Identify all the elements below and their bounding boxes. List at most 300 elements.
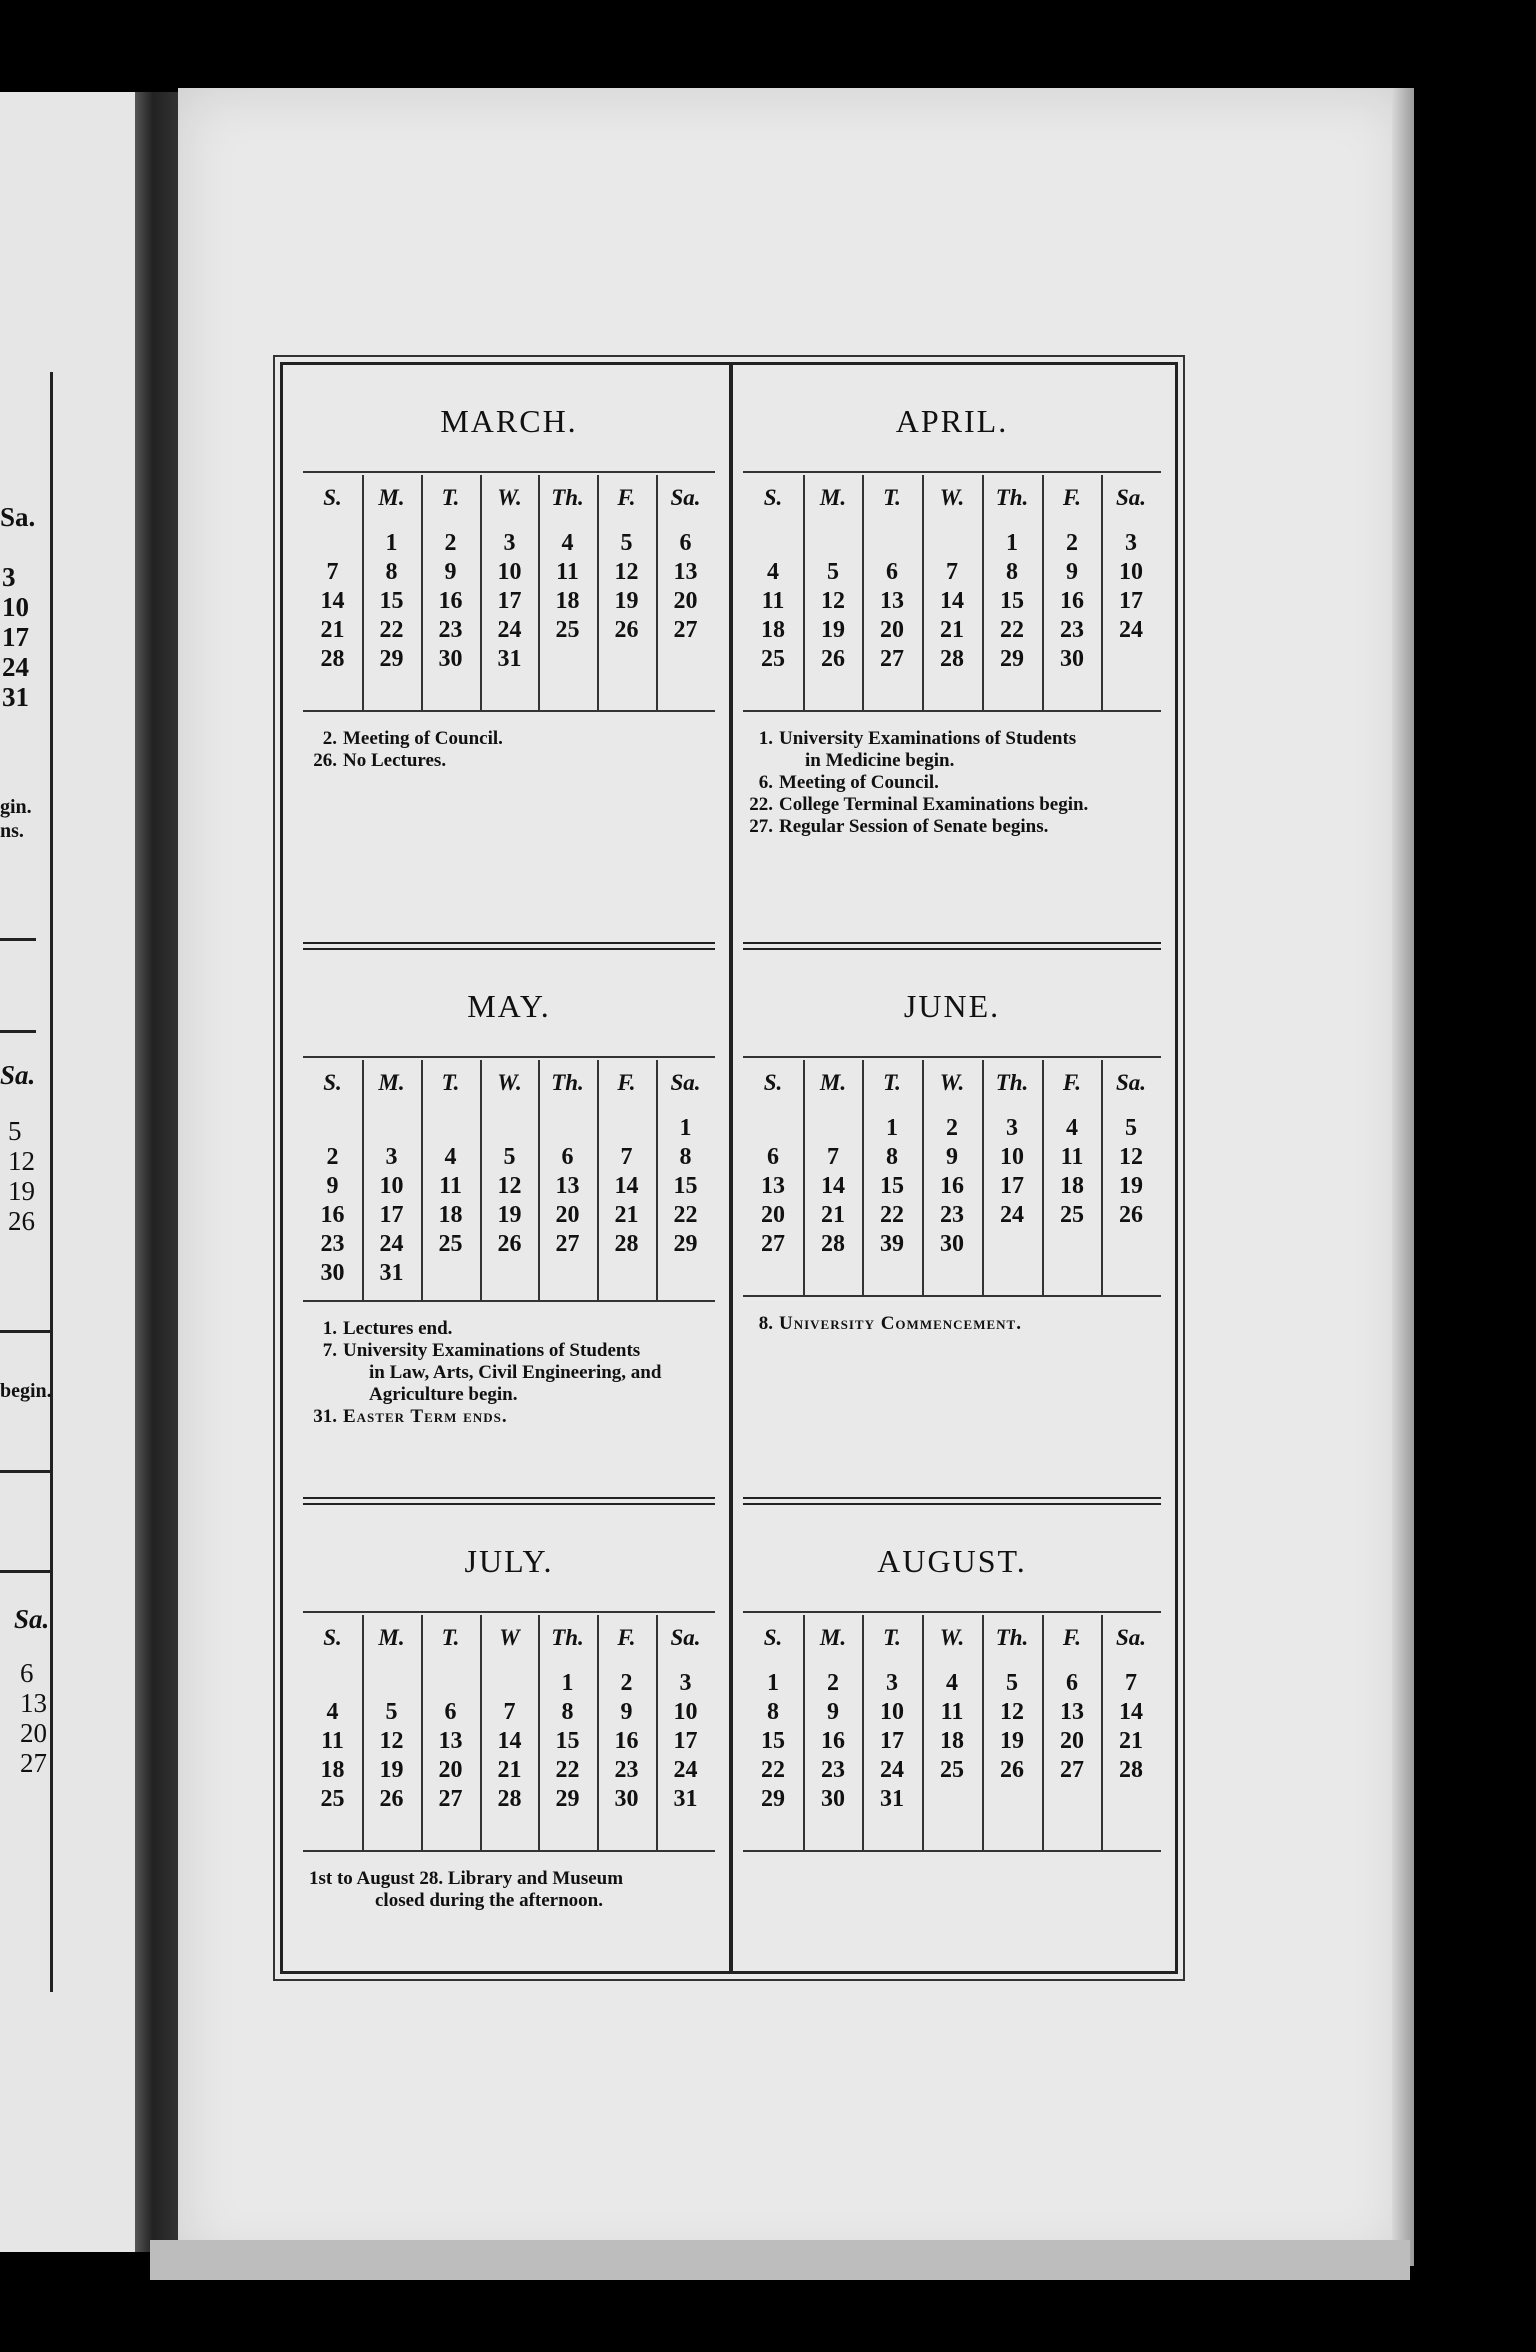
weekday-header: T. <box>883 1070 901 1095</box>
day-cell: 17 <box>379 1202 404 1228</box>
event-text: in Law, Arts, Civil Engineering, and <box>369 1362 662 1383</box>
event-day: 7. <box>322 1340 337 1361</box>
weekday-header: F. <box>1062 1625 1082 1650</box>
day-cell: 19 <box>614 588 639 614</box>
weekday-header: Sa. <box>670 1070 701 1095</box>
day-cell: 2 <box>946 1115 958 1141</box>
month-title: MARCH. <box>440 403 578 439</box>
left-fragment-number: 24 <box>2 652 29 682</box>
weekday-header: W. <box>939 485 965 510</box>
day-cell: 26 <box>497 1231 522 1257</box>
day-cell: 27 <box>761 1231 785 1257</box>
event-day: 31. <box>313 1406 337 1427</box>
weekday-header: Th. <box>551 485 584 510</box>
day-cell: 1 <box>679 1115 692 1141</box>
day-cell: 23 <box>320 1231 345 1257</box>
left-fragment-note: ns. <box>0 820 24 842</box>
day-cell: 18 <box>320 1757 345 1783</box>
header-rule <box>303 1056 715 1058</box>
day-cell: 1 <box>886 1115 898 1141</box>
month-title: MAY. <box>467 988 551 1024</box>
event-note <box>307 1384 517 1406</box>
event-day: 8. <box>758 1313 773 1334</box>
event-text: 1st to August 28. Library and Museum <box>309 1868 624 1889</box>
day-cell: 22 <box>555 1757 580 1783</box>
day-cell: 21 <box>821 1202 845 1228</box>
event-note <box>307 750 446 772</box>
day-cell: 26 <box>821 646 845 672</box>
day-cell: 5 <box>1125 1115 1137 1141</box>
day-cell: 19 <box>1119 1173 1143 1199</box>
day-cell: 15 <box>1000 588 1024 614</box>
day-cell: 14 <box>320 588 345 614</box>
day-cell: 7 <box>620 1144 633 1170</box>
month-april <box>743 375 1161 915</box>
day-cell: 5 <box>827 559 839 585</box>
event-text: No Lectures. <box>343 750 447 771</box>
day-cell: 14 <box>940 588 964 614</box>
day-cell: 18 <box>761 617 785 643</box>
day-cell: 13 <box>438 1728 463 1754</box>
day-cell: 23 <box>1060 617 1084 643</box>
day-cell: 18 <box>438 1202 463 1228</box>
day-cell: 24 <box>880 1757 904 1783</box>
day-cell: 12 <box>497 1173 522 1199</box>
day-cell: 2 <box>1066 530 1078 556</box>
day-cell: 10 <box>379 1173 404 1199</box>
day-cell: 20 <box>761 1202 785 1228</box>
day-cell: 1 <box>561 1670 574 1696</box>
day-cell: 6 <box>1066 1670 1078 1696</box>
day-cell: 8 <box>886 1144 898 1170</box>
day-cell: 10 <box>497 559 522 585</box>
weekday-header: T. <box>441 1625 460 1650</box>
day-cell: 24 <box>379 1231 404 1257</box>
header-rule <box>743 1611 1161 1613</box>
day-cell: 25 <box>1060 1202 1084 1228</box>
day-cell: 28 <box>940 646 964 672</box>
day-cell: 21 <box>940 617 964 643</box>
day-cell: 29 <box>673 1231 698 1257</box>
notes-rule <box>303 710 715 712</box>
event-text: Easter Term ends. <box>343 1406 508 1427</box>
weekday-header: W. <box>497 1070 522 1095</box>
event-text: College Terminal Examinations begin. <box>779 794 1089 815</box>
event-note <box>743 750 954 772</box>
day-cell: 10 <box>673 1699 698 1725</box>
day-cell: 5 <box>385 1699 398 1725</box>
event-note <box>743 728 1076 750</box>
day-cell: 22 <box>673 1202 698 1228</box>
day-cell: 4 <box>561 530 574 556</box>
day-cell: 13 <box>1060 1699 1084 1725</box>
event-note <box>743 816 1048 838</box>
left-fragment-number: 13 <box>20 1688 47 1718</box>
day-cell: 23 <box>614 1757 639 1783</box>
day-cell: 30 <box>614 1786 639 1812</box>
weekday-header: M. <box>378 1070 405 1095</box>
weekday-header: S. <box>323 1625 342 1650</box>
day-cell: 29 <box>1000 646 1024 672</box>
day-cell: 6 <box>886 559 898 585</box>
day-cell: 27 <box>555 1231 580 1257</box>
notes-rule <box>303 1850 715 1852</box>
weekday-header: Th. <box>995 1625 1029 1650</box>
day-cell: 17 <box>1119 588 1143 614</box>
day-cell: 1 <box>1006 530 1018 556</box>
left-fragment-number: 17 <box>2 622 29 652</box>
day-cell: 9 <box>326 1173 339 1199</box>
left-fragment-rule <box>0 1570 50 1573</box>
day-cell: 12 <box>1119 1144 1143 1170</box>
event-day: 27. <box>749 816 773 837</box>
day-cell: 19 <box>821 617 845 643</box>
left-fragment-header: Sa. <box>14 1604 50 1634</box>
day-cell: 20 <box>673 588 698 614</box>
day-cell: 5 <box>620 530 633 556</box>
day-cell: 11 <box>940 1699 964 1725</box>
event-note <box>743 794 1088 816</box>
day-cell: 14 <box>1119 1699 1143 1725</box>
day-cell: 12 <box>614 559 639 585</box>
day-cell: 17 <box>1000 1173 1024 1199</box>
day-cell: 22 <box>761 1757 785 1783</box>
left-fragment-number: 26 <box>8 1206 35 1236</box>
day-cell: 29 <box>761 1786 785 1812</box>
day-cell: 10 <box>1119 559 1143 585</box>
section-rule <box>303 942 715 950</box>
notes-rule <box>743 1850 1161 1852</box>
day-cell: 15 <box>761 1728 785 1754</box>
day-cell: 15 <box>673 1173 698 1199</box>
day-cell: 30 <box>1060 646 1084 672</box>
left-fragment-note: gin. <box>0 796 32 818</box>
weekday-header: W. <box>939 1625 965 1650</box>
day-cell: 25 <box>761 646 785 672</box>
day-cell: 2 <box>827 1670 839 1696</box>
event-day: 2. <box>322 728 337 749</box>
day-cell: 7 <box>827 1144 839 1170</box>
month-march <box>303 375 715 915</box>
day-cell: 1 <box>767 1670 779 1696</box>
day-cell: 30 <box>320 1260 345 1286</box>
weekday-header: T. <box>883 485 901 510</box>
day-cell: 27 <box>673 617 698 643</box>
calendar-table <box>280 362 1178 1974</box>
day-cell: 28 <box>497 1786 522 1812</box>
day-cell: 26 <box>614 617 639 643</box>
day-cell: 9 <box>946 1144 958 1170</box>
day-cell: 28 <box>1119 1757 1143 1783</box>
weekday-header: M. <box>378 485 405 510</box>
day-cell: 6 <box>444 1699 457 1725</box>
day-cell: 16 <box>614 1728 639 1754</box>
header-rule <box>303 471 715 473</box>
month-may <box>303 960 715 1500</box>
day-cell: 22 <box>379 617 404 643</box>
event-day: 6. <box>758 772 773 793</box>
left-fragment-number: 31 <box>2 682 29 712</box>
day-cell: 3 <box>1006 1115 1018 1141</box>
day-cell: 12 <box>821 588 845 614</box>
weekday-header: Th. <box>995 1070 1029 1095</box>
day-cell: 6 <box>767 1144 779 1170</box>
day-cell: 12 <box>379 1728 404 1754</box>
month-july <box>303 1515 715 2055</box>
day-cell: 9 <box>620 1699 633 1725</box>
day-cell: 17 <box>880 1728 904 1754</box>
left-fragment-rule <box>0 1330 50 1333</box>
event-text: University Commencement. <box>779 1313 1022 1334</box>
weekday-header: Sa. <box>1115 485 1147 510</box>
day-cell: 21 <box>497 1757 522 1783</box>
left-fragment-number: 6 <box>20 1658 34 1688</box>
day-cell: 31 <box>379 1260 404 1286</box>
event-note <box>307 1406 508 1428</box>
day-cell: 14 <box>614 1173 639 1199</box>
weekday-header: S. <box>763 1070 783 1095</box>
left-fragment-number: 12 <box>8 1146 35 1176</box>
day-cell: 4 <box>946 1670 958 1696</box>
weekday-header: Th. <box>995 485 1029 510</box>
weekday-header: F. <box>1062 485 1082 510</box>
day-cell: 6 <box>561 1144 574 1170</box>
day-cell: 9 <box>444 559 457 585</box>
weekday-header: M. <box>378 1625 405 1650</box>
left-fragment-rule <box>0 938 36 941</box>
day-cell: 27 <box>1060 1757 1084 1783</box>
day-cell: 31 <box>497 646 522 672</box>
weekday-header: W. <box>939 1070 965 1095</box>
day-cell: 20 <box>555 1202 580 1228</box>
left-fragment-number: 19 <box>8 1176 35 1206</box>
day-cell: 8 <box>561 1699 574 1725</box>
day-cell: 25 <box>555 617 580 643</box>
event-text: Meeting of Council. <box>779 772 939 793</box>
day-cell: 13 <box>673 559 698 585</box>
day-cell: 4 <box>326 1699 339 1725</box>
day-cell: 15 <box>379 588 404 614</box>
day-cell: 9 <box>1066 559 1078 585</box>
day-cell: 28 <box>320 646 345 672</box>
left-fragment-rule <box>0 1470 50 1473</box>
left-fragment-number: 10 <box>2 592 29 622</box>
header-rule <box>303 1611 715 1613</box>
day-cell: 25 <box>940 1757 964 1783</box>
weekday-header: Sa. <box>670 485 701 510</box>
day-cell: 16 <box>438 588 463 614</box>
day-cell: 24 <box>1119 617 1143 643</box>
day-cell: 18 <box>555 588 580 614</box>
day-cell: 7 <box>503 1699 516 1725</box>
section-rule <box>743 942 1161 950</box>
day-cell: 20 <box>438 1757 463 1783</box>
day-cell: 18 <box>1060 1173 1084 1199</box>
day-cell: 16 <box>1060 588 1084 614</box>
day-cell: 2 <box>326 1144 339 1170</box>
day-cell: 3 <box>679 1670 692 1696</box>
day-cell: 7 <box>1125 1670 1137 1696</box>
day-cell: 11 <box>556 559 579 585</box>
left-fragment-number: 5 <box>8 1116 22 1146</box>
event-day: 1. <box>322 1318 337 1339</box>
day-cell: 19 <box>497 1202 522 1228</box>
weekday-header: F. <box>1062 1070 1082 1095</box>
left-fragment-border <box>50 372 53 1992</box>
day-cell: 24 <box>673 1757 698 1783</box>
day-cell: 17 <box>673 1728 698 1754</box>
center-divider <box>729 365 733 1971</box>
month-title: APRIL. <box>895 403 1009 439</box>
weekday-header: Sa. <box>1115 1625 1147 1650</box>
day-cell: 3 <box>1125 530 1137 556</box>
day-cell: 22 <box>1000 617 1024 643</box>
day-cell: 11 <box>1060 1144 1084 1170</box>
weekday-header: F. <box>617 485 636 510</box>
day-cell: 5 <box>503 1144 516 1170</box>
left-fragment-header: Sa. <box>0 1060 36 1090</box>
weekday-header: Sa. <box>1115 1070 1147 1095</box>
day-cell: 28 <box>821 1231 845 1257</box>
day-cell: 10 <box>1000 1144 1024 1170</box>
day-cell: 2 <box>620 1670 633 1696</box>
event-note <box>307 1340 640 1362</box>
day-cell: 15 <box>555 1728 580 1754</box>
day-cell: 21 <box>320 617 345 643</box>
day-cell: 8 <box>385 559 398 585</box>
day-cell: 27 <box>880 646 904 672</box>
day-cell: 16 <box>821 1728 845 1754</box>
month-title: AUGUST. <box>877 1543 1027 1579</box>
day-cell: 1 <box>385 530 398 556</box>
day-cell: 22 <box>880 1202 904 1228</box>
day-cell: 28 <box>614 1231 639 1257</box>
weekday-header: W. <box>497 485 522 510</box>
day-cell: 13 <box>555 1173 580 1199</box>
event-note <box>307 1362 661 1384</box>
weekday-header: S. <box>323 485 342 510</box>
event-text: University Examinations of Students <box>779 728 1077 749</box>
day-cell: 8 <box>767 1699 779 1725</box>
day-cell: 25 <box>320 1786 345 1812</box>
event-note <box>743 772 939 794</box>
event-note <box>303 1868 623 1890</box>
day-cell: 31 <box>673 1786 698 1812</box>
event-text: Agriculture begin. <box>369 1384 518 1405</box>
day-cell: 3 <box>503 530 516 556</box>
day-cell: 17 <box>497 588 522 614</box>
book-spine <box>135 92 180 2252</box>
header-rule <box>743 471 1161 473</box>
day-cell: 9 <box>827 1699 839 1725</box>
weekday-header: T. <box>441 485 460 510</box>
day-cell: 26 <box>379 1786 404 1812</box>
event-note <box>307 728 503 750</box>
weekday-header: Sa. <box>670 1625 701 1650</box>
month-august <box>743 1515 1161 2055</box>
day-cell: 11 <box>321 1728 344 1754</box>
day-cell: 14 <box>497 1728 522 1754</box>
event-day: 22. <box>749 794 773 815</box>
event-text: Lectures end. <box>343 1318 453 1339</box>
day-cell: 11 <box>761 588 785 614</box>
event-note <box>307 1318 452 1340</box>
notes-rule <box>743 710 1161 712</box>
day-cell: 24 <box>497 617 522 643</box>
day-cell: 29 <box>379 646 404 672</box>
left-fragment-note: begin. <box>0 1380 52 1402</box>
weekday-header: M. <box>819 1070 847 1095</box>
day-cell: 4 <box>767 559 779 585</box>
page-edge-shadow <box>1392 88 1414 2266</box>
day-cell: 13 <box>880 588 904 614</box>
day-cell: 3 <box>886 1670 898 1696</box>
day-cell: 16 <box>320 1202 345 1228</box>
day-cell: 19 <box>379 1757 404 1783</box>
left-fragment-header: Sa. <box>0 502 36 532</box>
day-cell: 26 <box>1119 1202 1143 1228</box>
day-cell: 6 <box>679 530 692 556</box>
weekday-header: S. <box>763 1625 783 1650</box>
day-cell: 8 <box>1006 559 1018 585</box>
weekday-header: Th. <box>551 1625 584 1650</box>
day-cell: 7 <box>326 559 339 585</box>
event-text: in Medicine begin. <box>805 750 955 771</box>
day-cell: 26 <box>1000 1757 1024 1783</box>
weekday-header: Th. <box>551 1070 584 1095</box>
day-cell: 27 <box>438 1786 463 1812</box>
day-cell: 16 <box>940 1173 964 1199</box>
weekday-header: T. <box>883 1625 901 1650</box>
event-text: closed during the afternoon. <box>375 1890 603 1911</box>
weekday-header: S. <box>763 485 783 510</box>
weekday-header: W <box>499 1625 520 1650</box>
event-day: 1. <box>758 728 773 749</box>
day-cell: 10 <box>880 1699 904 1725</box>
event-day: 26. <box>313 750 337 771</box>
day-cell: 20 <box>880 617 904 643</box>
day-cell: 4 <box>444 1144 457 1170</box>
day-cell: 31 <box>880 1786 904 1812</box>
day-cell: 7 <box>946 559 958 585</box>
left-fragment-number: 20 <box>20 1718 47 1748</box>
day-cell: 23 <box>438 617 463 643</box>
day-cell: 23 <box>821 1757 845 1783</box>
month-june <box>743 960 1161 1500</box>
left-fragment-number: 27 <box>20 1748 47 1778</box>
event-text: University Examinations of Students <box>343 1340 641 1361</box>
day-cell: 12 <box>1000 1699 1024 1725</box>
day-cell: 14 <box>821 1173 845 1199</box>
day-cell: 25 <box>438 1231 463 1257</box>
day-cell: 19 <box>1000 1728 1024 1754</box>
day-cell: 18 <box>940 1728 964 1754</box>
day-cell: 5 <box>1006 1670 1018 1696</box>
event-text: Meeting of Council. <box>343 728 503 749</box>
day-cell: 30 <box>438 646 463 672</box>
event-note <box>743 1313 1022 1335</box>
weekday-header: S. <box>323 1070 342 1095</box>
day-cell: 21 <box>614 1202 639 1228</box>
event-text: Regular Session of Senate begins. <box>779 816 1049 837</box>
header-rule <box>743 1056 1161 1058</box>
notes-rule <box>743 1295 1161 1297</box>
weekday-header: F. <box>617 1070 636 1095</box>
day-cell: 13 <box>761 1173 785 1199</box>
day-cell: 24 <box>1000 1202 1024 1228</box>
day-cell: 29 <box>555 1786 580 1812</box>
day-cell: 11 <box>439 1173 462 1199</box>
